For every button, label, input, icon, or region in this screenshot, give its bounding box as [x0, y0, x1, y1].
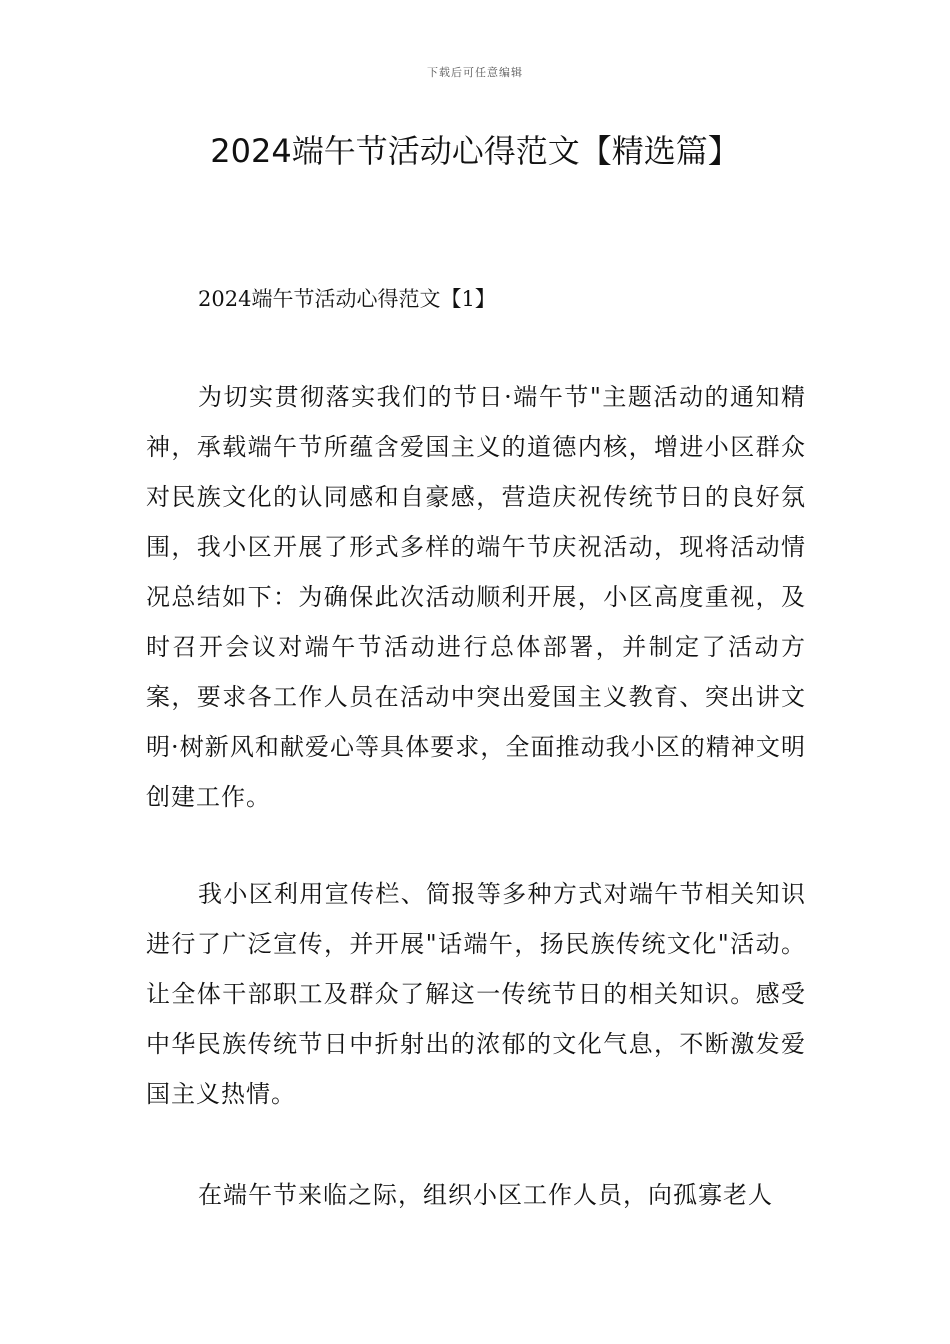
section-heading: 2024端午节活动心得范文【1】	[198, 287, 496, 311]
document-title: 2024端午节活动心得范文【精选篇】	[210, 132, 740, 170]
paragraph-1: 为切实贯彻落实我们的节日·端午节"主题活动的通知精神，承载端午节所蕴含爱国主义的道德内核，增进小区群众对民族文化的认同感和自豪感，营造庆祝传统节日的良好氛围，我小区开展了形式多样的端午节庆祝活动，现将活动情况总结如下：为确保此次活动顺利开展，小区高度重视，及时召开会议对端午节活动进行总体部署，并制定了活动方案，要求各工作人员在活动中突出爱国主义教育、突出讲文明·树新风和献爱心等具体要求，全面推动我小区的精神文明创建工作。	[146, 383, 806, 811]
paragraph-3: 在端午节来临之际，组织小区工作人员，向孤寡老人	[198, 1181, 773, 1209]
header-note: 下载后可任意编辑	[427, 66, 523, 79]
paragraph-2: 我小区利用宣传栏、简报等多种方式对端午节相关知识进行了广泛宣传，并开展"话端午，扬民族传统文化"活动。让全体干部职工及群众了解这一传统节日的相关知识。感受中华民族传统节日中折射出的浓郁的文化气息，不断激发爱国主义热情。	[146, 880, 806, 1108]
